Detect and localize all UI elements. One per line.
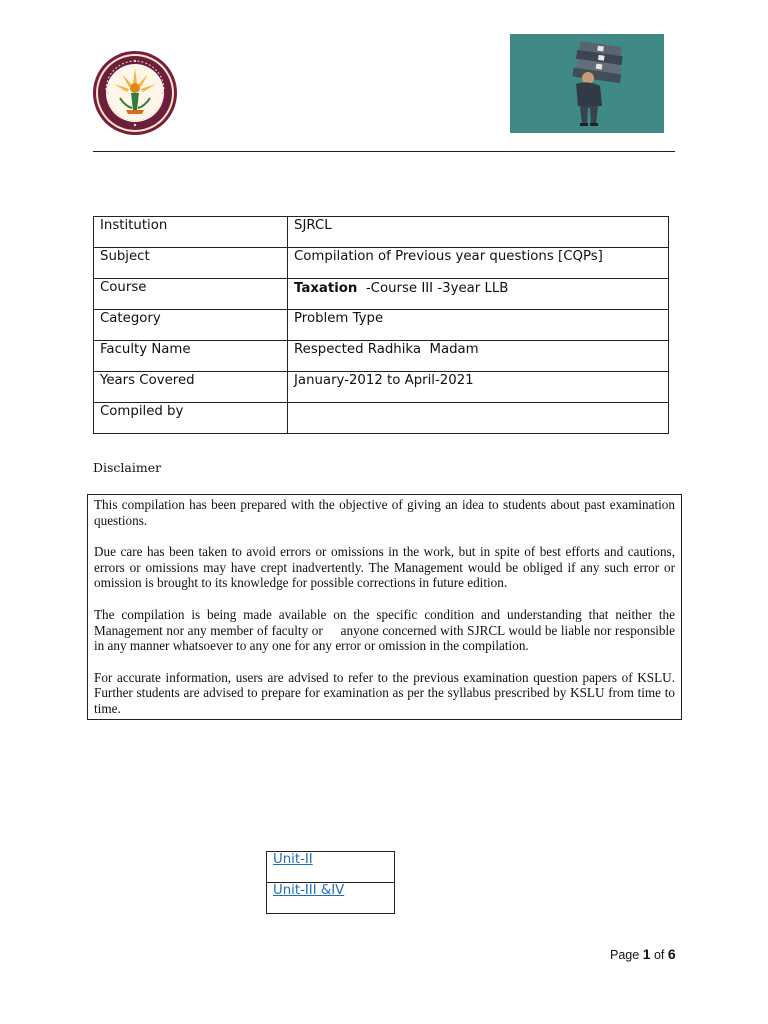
disclaimer-paragraph: For accurate information, users are advised to refer to the previous examination question papers of KSLU. Further students are advised to prepare for examination as per the syllabus prescribed by KSLU from time to time. <box>94 669 675 716</box>
course-name: Taxation <box>294 281 358 296</box>
table-row <box>94 217 669 248</box>
institution-seal-logo <box>92 50 178 136</box>
man-carrying-tax-binders-photo <box>510 34 664 133</box>
info-table <box>93 216 669 434</box>
table-row <box>94 403 669 434</box>
table-cell-label: Course <box>94 279 288 310</box>
disclaimer-paragraph: The compilation is being made available on the specific condition and understanding that neither the Management nor any member of faculty or anyone concerned with SJRCL would be liable nor responsible in any manner whatsoever to any one for any error or omission in the compilation. <box>94 606 679 654</box>
table-row <box>94 248 669 279</box>
page-number <box>610 946 676 962</box>
table-cell-value <box>288 279 669 310</box>
table-cell-value: Compilation of Previous year questions [CQPs] <box>288 248 669 279</box>
page-prefix: Page <box>610 948 640 962</box>
table-cell-label: Category <box>94 310 288 341</box>
table-cell-label: Institution <box>94 217 288 248</box>
table-row <box>267 852 395 883</box>
disclaimer-box <box>87 494 682 720</box>
table-cell-label: Years Covered <box>94 372 288 403</box>
table-cell-label: Faculty Name <box>94 341 288 372</box>
table-row <box>94 310 669 341</box>
table-row <box>94 279 669 310</box>
table-cell-label: Compiled by <box>94 403 288 434</box>
table-row <box>94 372 669 403</box>
table-cell-value: SJRCL <box>288 217 669 248</box>
table-cell-value <box>288 403 669 434</box>
table-cell-value: Respected Radhika Madam <box>288 341 669 372</box>
disclaimer-title: Disclaimer <box>93 460 162 475</box>
disclaimer-paragraph: This compilation has been prepared with the objective of giving an idea to students about past examination questions. <box>94 497 675 528</box>
table-cell-label: Subject <box>94 248 288 279</box>
page-total: 6 <box>667 946 676 962</box>
page-current: 1 <box>642 946 651 962</box>
unit-ii-link[interactable]: Unit-II <box>273 852 313 867</box>
disclaimer-paragraph: Due care has been taken to avoid errors or omissions in the work, but in spite of best efforts and cautions, errors or omissions may have crept inadvertently. The Management would be obliged if any such error or omission is brought to its knowledge for possible corrections in future edition. <box>94 544 675 591</box>
table-cell-value: Problem Type <box>288 310 669 341</box>
table-cell-value: January-2012 to April-2021 <box>288 372 669 403</box>
units-table <box>266 851 395 914</box>
table-cell <box>267 852 395 883</box>
table-row <box>267 883 395 914</box>
course-detail: -Course III -3year LLB <box>365 281 509 296</box>
table-cell <box>267 883 395 914</box>
unit-iii-iv-link[interactable]: Unit-III &IV <box>273 883 345 898</box>
header-divider <box>93 151 675 152</box>
table-row <box>94 341 669 372</box>
page-of: of <box>653 948 665 962</box>
